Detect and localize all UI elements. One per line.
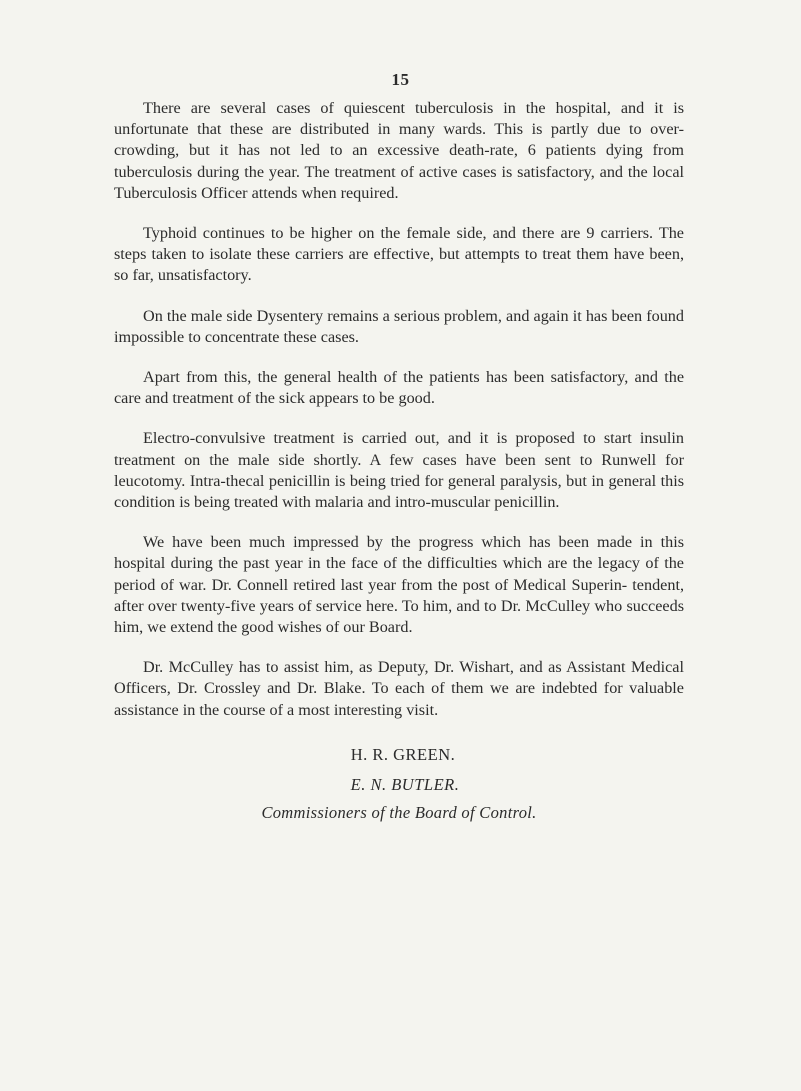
signatory-butler: E. N. BUTLER. xyxy=(350,774,460,794)
paragraph-typhoid: Typhoid continues to be higher on the female side, and there are 9 carriers. The steps taken to isolate these carriers are effective, but attempts to treat them have been, so far, unsatisfactory. xyxy=(114,224,684,285)
paragraph-tuberculosis: There are several cases of quiescent tuberculosis in the hospital, and it is unfortunate that these are distributed in many wards. This is partly due to over-crowding, but it has not led to an excessive death-rate, 6 patients dying from tuberculosis during the year. The treatment of active cases is satisfactory, and the local Tuberculosis Officer attends when required. xyxy=(114,99,684,202)
signatory-title: Commissioners of the Board of Control. xyxy=(261,802,537,822)
paragraph-general-health: Apart from this, the general health of the patients has been satisfactory, and the care and treatment of the sick appears to be good. xyxy=(114,368,684,408)
signature-block xyxy=(114,740,684,826)
paragraph-dysentery: On the male side Dysentery remains a serious problem, and again it has been found impossible to concentrate these cases. xyxy=(114,306,684,346)
paragraph-treatments: Electro-convulsive treatment is carried out, and it is proposed to start insulin treatment on the male side shortly. A few cases have been sent to Runwell for leucotomy. Intra-thecal penicillin is being tried for general paralysis, but in general this condition is being treated with malaria and intro-muscular penicillin. xyxy=(114,429,684,512)
body-text xyxy=(114,98,684,826)
signatory-green: H. R. GREEN. xyxy=(350,744,456,764)
paragraph-progress: We have been much impressed by the progress which has been made in this hospital during the past year in the face of the difficulties which are the legacy of the period of war. Dr. Connell retired last year from the post of Medical Superin- tendent, after over twenty-five years of service here. To him, and to Dr. McCulley who succeeds him, we extend the good wishes of our Board. xyxy=(114,533,684,637)
page-number: 15 xyxy=(391,70,410,89)
paragraph-staff: Dr. McCulley has to assist him, as Deputy, Dr. Wishart, and as Assistant Medical Officers, Dr. Crossley and Dr. Blake. To each of them we are indebted for valuable assistance in the course of a most interesting visit. xyxy=(114,658,684,719)
